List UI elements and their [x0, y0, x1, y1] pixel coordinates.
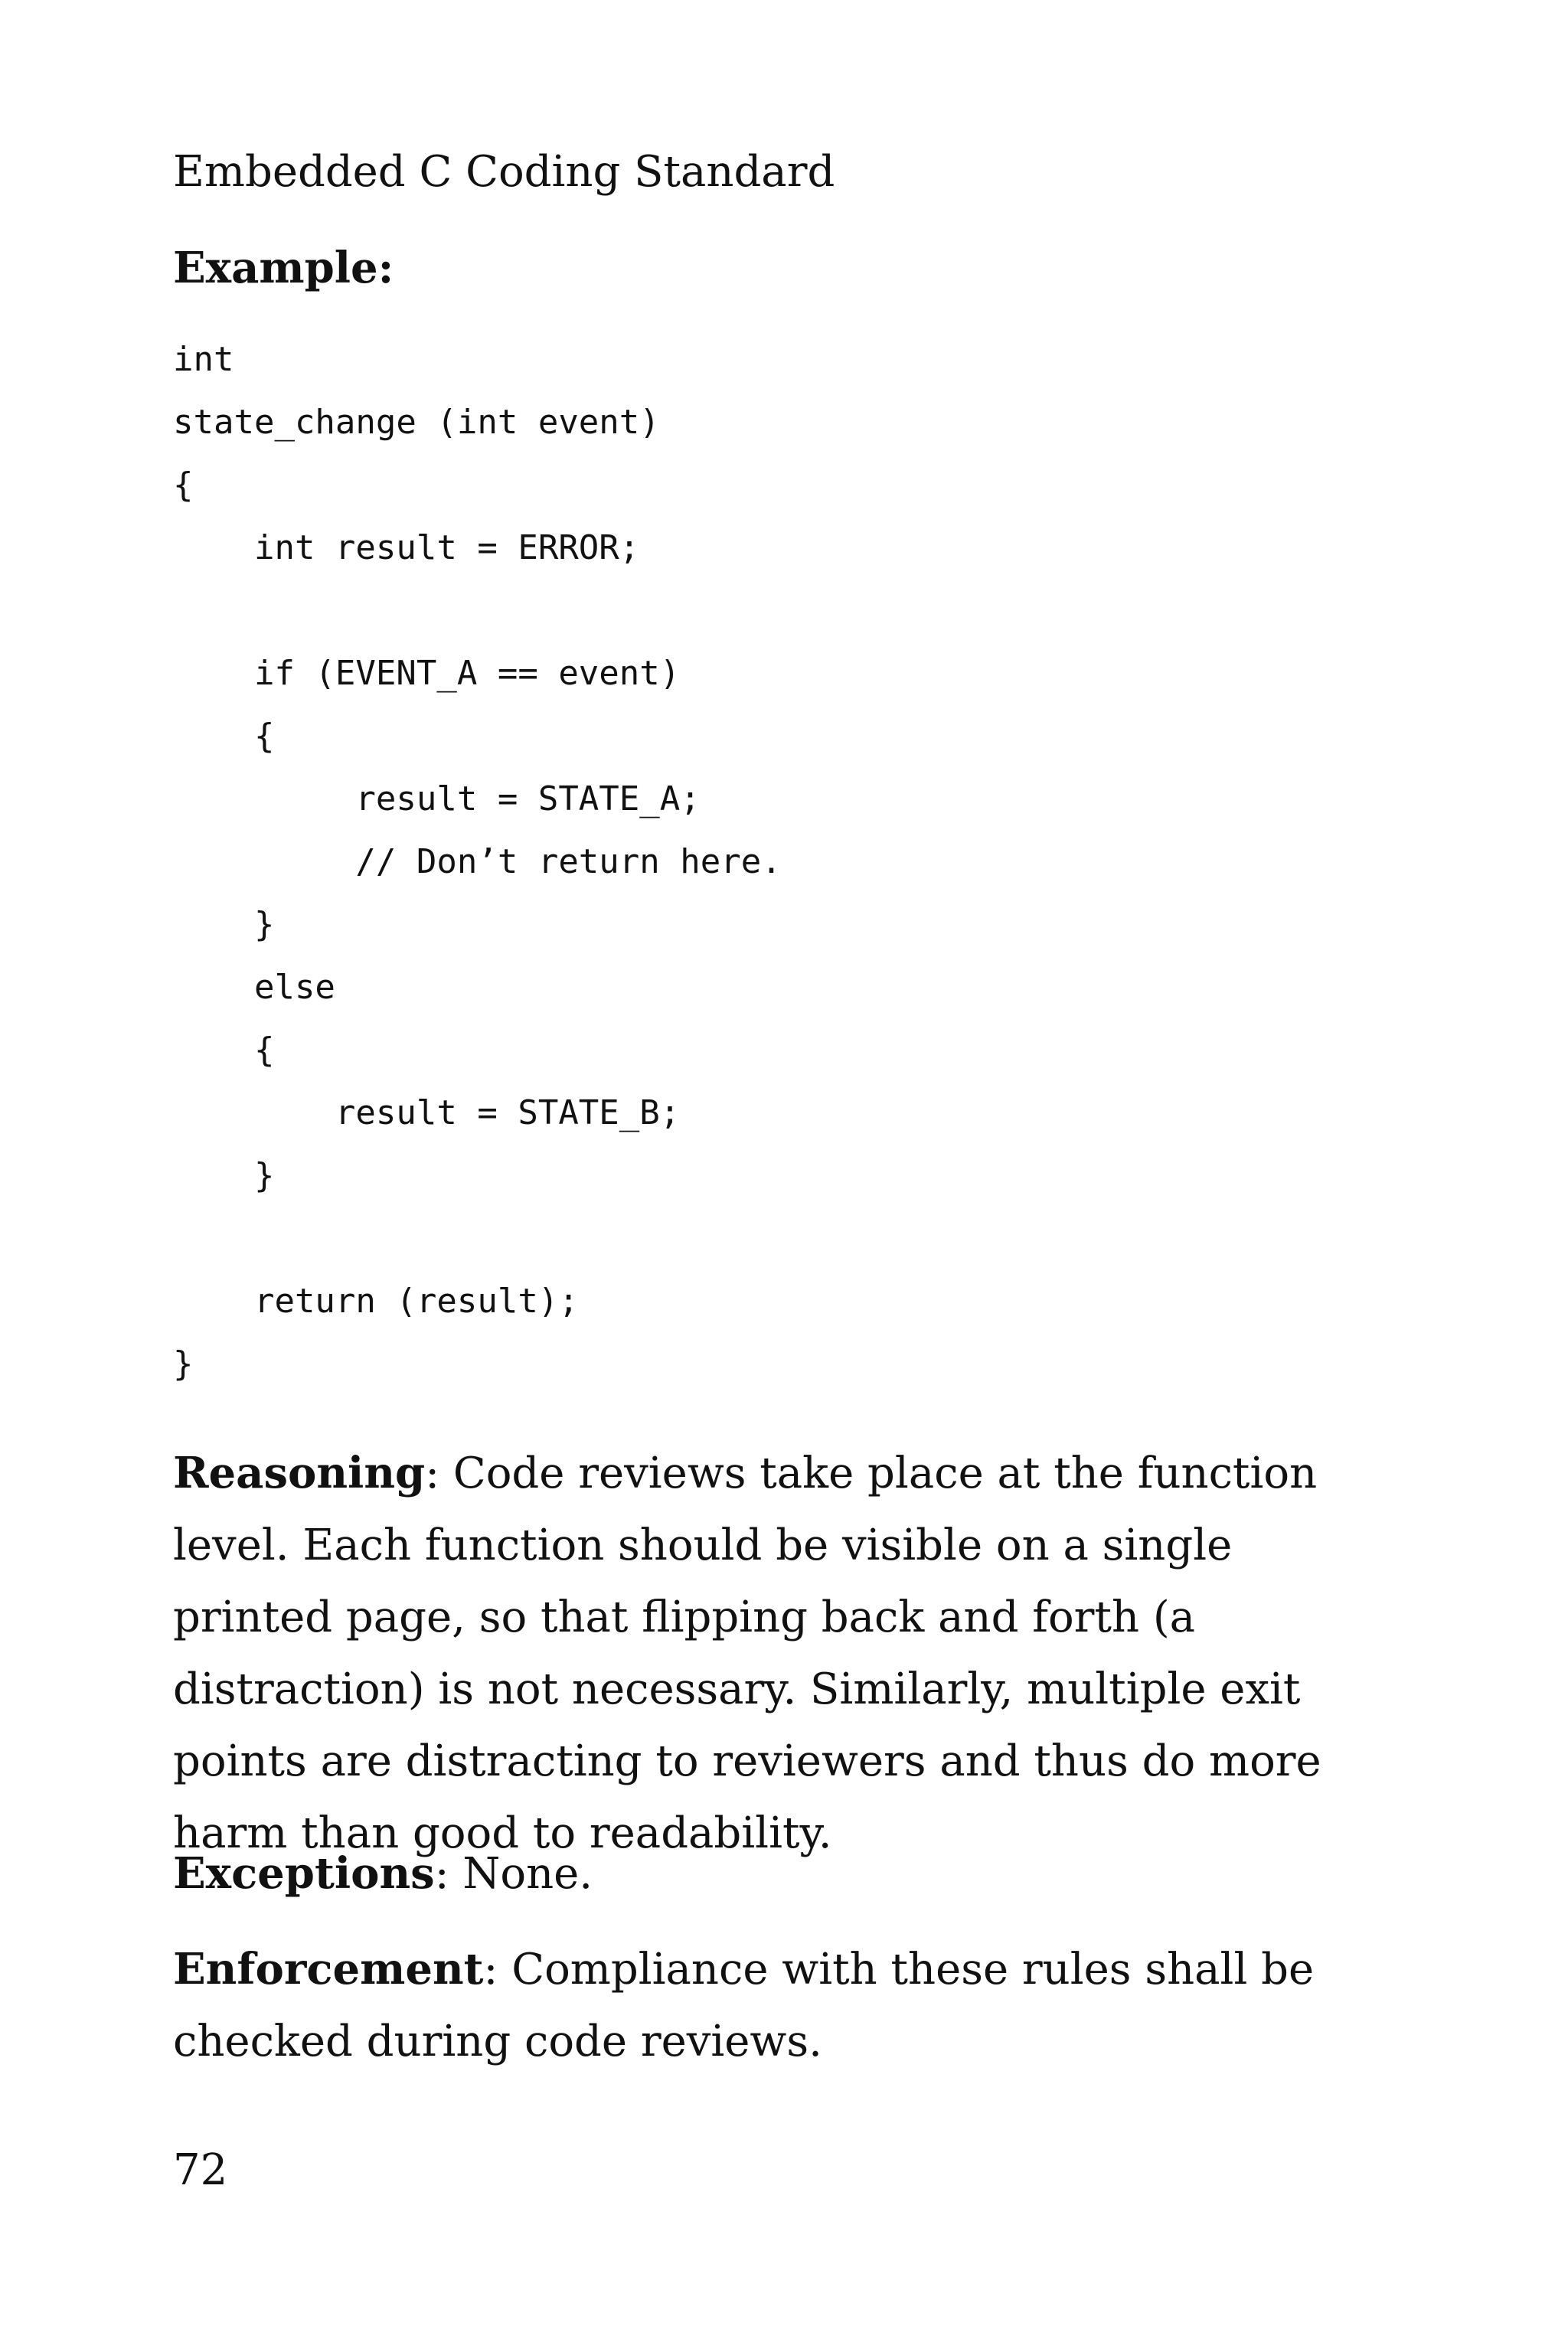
reasoning-text: : Code reviews take place at the function level. Each function should be visible on a single printed page, so that flipping back and forth (a distraction) is not necessary. Similarly, multiple exit points are distracting to reviewers and thus do more harm than good to readability.: [173, 1449, 1321, 1858]
code-line: state_change (int event): [173, 403, 660, 442]
code-line: return (result);: [173, 1282, 579, 1321]
exceptions-text: : None.: [434, 1849, 593, 1899]
code-line: }: [173, 1156, 275, 1195]
code-line: int result = ERROR;: [173, 528, 640, 567]
code-line: {: [173, 717, 275, 756]
code-line: result = STATE_A;: [173, 779, 701, 818]
reasoning-paragraph: [173, 1437, 1398, 1870]
reasoning-label: Reasoning: [173, 1448, 426, 1498]
code-line: else: [173, 968, 335, 1007]
example-heading: Example:: [173, 243, 394, 293]
code-line: {: [173, 466, 194, 505]
enforcement-paragraph: [173, 1933, 1398, 2078]
code-line: }: [173, 1344, 194, 1383]
running-header: Embedded C Coding Standard: [173, 147, 835, 197]
page-number: 72: [173, 2145, 228, 2195]
code-line: }: [173, 905, 275, 944]
exceptions-paragraph: [173, 1838, 1398, 1910]
code-line: // Don’t return here.: [173, 842, 782, 881]
enforcement-text: : Compliance with these rules shall be checked during code reviews.: [173, 1945, 1315, 2066]
code-line: int: [173, 340, 234, 379]
exceptions-label: Exceptions: [173, 1848, 435, 1899]
code-line: if (EVENT_A == event): [173, 654, 681, 693]
code-line: result = STATE_B;: [173, 1093, 681, 1132]
enforcement-label: Enforcement: [173, 1944, 484, 1994]
code-line: {: [173, 1031, 275, 1070]
